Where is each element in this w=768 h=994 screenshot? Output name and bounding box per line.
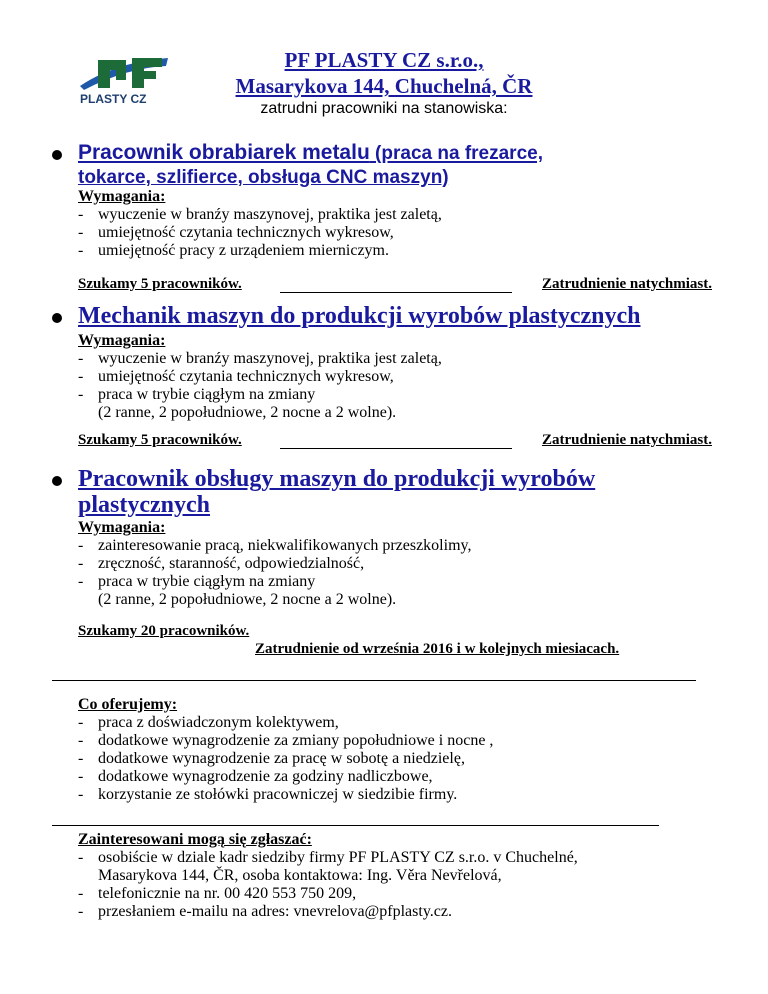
job-1-title-main: Pracownik obrabiarek metalu bbox=[78, 141, 370, 164]
job-1-requirements bbox=[78, 206, 442, 260]
list-item: - korzystanie ze stołówki pracowniczej w siedzibie firmy. bbox=[78, 786, 493, 804]
job-3-title-line1: Pracownik obsługy maszyn do produkcji wyrobów bbox=[78, 466, 596, 492]
divider bbox=[52, 825, 659, 826]
contact-label: Zainteresowani mogą się zgłaszać: bbox=[78, 831, 312, 848]
bullet-icon bbox=[52, 313, 62, 323]
job-3-seek: Szukamy 20 pracowników. bbox=[78, 623, 250, 639]
list-item: - wyuczenie w branźy maszynovej, praktika jest zaletą, bbox=[78, 350, 442, 368]
offer-label: Co oferujemy: bbox=[78, 696, 178, 713]
list-item: - umiejętność pracy z urządeniem mierniczym. bbox=[78, 242, 442, 260]
company-name: PF PLASTY CZ s.r.o., bbox=[284, 48, 484, 72]
job-1-title-sub: (praca na frezarce, bbox=[369, 143, 543, 164]
list-item: Masarykova 144, ČR, osoba kontaktowa: Ing. Věra Nevřelová, bbox=[98, 867, 502, 884]
job-1-req-label: Wymagania: bbox=[78, 188, 166, 205]
job-3-req-label: Wymagania: bbox=[78, 519, 166, 536]
job-3-title-line2: plastycznych bbox=[78, 492, 210, 518]
intro-text: zatrudni pracowniki na stanowiska: bbox=[260, 100, 508, 117]
list-item: - praca w trybie ciągłym na zmiany bbox=[78, 386, 442, 404]
job-1-title bbox=[78, 141, 543, 166]
job-3-requirements bbox=[78, 537, 471, 609]
job-2-underline bbox=[280, 448, 512, 449]
job-3-employment: Zatrudnienie od września 2016 i w kolejnych miesiacach. bbox=[255, 641, 620, 657]
list-item: - zainteresowanie pracą, niekwalifikowanych przeszkolimy, bbox=[78, 537, 471, 555]
list-item: - dodatkowe wynagrodzenie za zmiany popołudniowe i nocne , bbox=[78, 732, 493, 750]
job-1-title-line2: tokarce, szlifierce, obsługa CNC maszyn) bbox=[78, 167, 449, 188]
list-item: - umiejętność czytania technicznych wykresow, bbox=[78, 224, 442, 242]
list-item: - dodatkowe wynagrodzenie za pracę w sobotę a niedzielę, bbox=[78, 750, 493, 768]
divider bbox=[52, 680, 696, 681]
job-1-seek: Szukamy 5 pracowników. bbox=[78, 276, 242, 292]
contact-list bbox=[78, 849, 578, 921]
job-2-employment: Zatrudnienie natychmiast. bbox=[541, 432, 712, 448]
logo-text: PLASTY CZ bbox=[80, 92, 147, 106]
bullet-icon bbox=[52, 150, 62, 160]
company-address: Masarykova 144, Chuchelná, ČR bbox=[235, 74, 533, 98]
list-item: (2 ranne, 2 popołudniowe, 2 nocne a 2 wolne). bbox=[98, 591, 397, 608]
job-2-requirements bbox=[78, 350, 442, 422]
job-1-employment: Zatrudnienie natychmiast. bbox=[541, 276, 712, 292]
list-item: - zręczność, staranność, odpowiedzialność, bbox=[78, 555, 471, 573]
list-item: (2 ranne, 2 popołudniowe, 2 nocne a 2 wolne). bbox=[98, 404, 397, 421]
list-item: - wyuczenie w branźy maszynovej, praktika jest zaletą, bbox=[78, 206, 442, 224]
list-item: - praca w trybie ciągłym na zmiany bbox=[78, 573, 471, 591]
list-item: - przesłaniem e-mailu na adres: vnevrelova@pfplasty.cz. bbox=[78, 903, 578, 921]
job-1-underline bbox=[280, 292, 512, 293]
bullet-icon bbox=[52, 476, 62, 486]
offer-list bbox=[78, 714, 493, 804]
list-item: - praca z doświadczonym kolektywem, bbox=[78, 714, 493, 732]
list-item: - dodatkowe wynagrodzenie za godziny nadliczbowe, bbox=[78, 768, 493, 786]
list-item: - osobiście w dziale kadr siedziby firmy PF PLASTY CZ s.r.o. v Chuchelné, bbox=[78, 849, 578, 867]
job-2-seek: Szukamy 5 pracowników. bbox=[78, 432, 242, 448]
list-item: - umiejętność czytania technicznych wykresow, bbox=[78, 368, 442, 386]
list-item: - telefonicznie na nr. 00 420 553 750 209, bbox=[78, 885, 578, 903]
job-2-title: Mechanik maszyn do produkcji wyrobów plastycznych bbox=[78, 303, 641, 329]
job-2-req-label: Wymagania: bbox=[78, 332, 166, 349]
